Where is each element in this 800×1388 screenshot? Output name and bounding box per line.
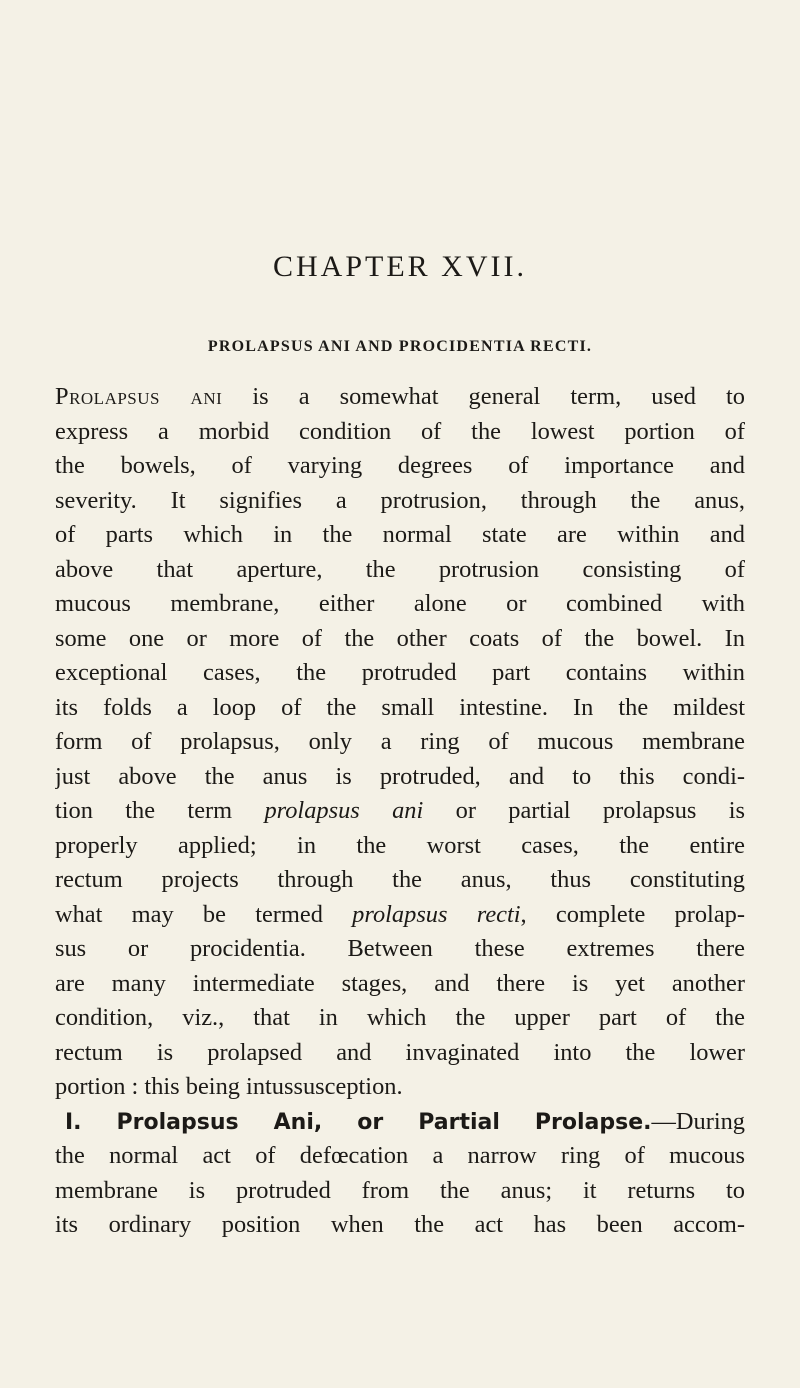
chapter-subtitle: PROLAPSUS ANI AND PROCIDENTIA RECTI.: [207, 338, 593, 355]
body-text: [55, 380, 745, 1243]
text-line: [55, 898, 745, 933]
section-heading: I. Prolapsus Ani, or Partial Prolapse.: [65, 1109, 652, 1135]
line-text: is a somewhat general term, used to: [222, 383, 745, 410]
section-heading-line: [55, 1105, 745, 1140]
text-line: severity. It signifies a protrusion, through the anus,: [55, 486, 745, 514]
text-line: its folds a loop of the small intestine. In the mildest: [55, 693, 745, 721]
text-line: just above the anus is protruded, and to this condi-: [55, 762, 745, 790]
text-line: portion : this being intussusception.: [55, 1073, 403, 1100]
text-line: rectum is prolapsed and invaginated into the lower: [55, 1038, 745, 1066]
text-line: some one or more of the other coats of the bowel. In: [55, 624, 745, 652]
text-line: [55, 380, 745, 415]
line-text: , complete prolap-: [520, 900, 745, 928]
line-text: or partial prolapsus is: [423, 797, 745, 824]
italic-term: prolapsus recti: [352, 900, 521, 928]
text-line: are many intermediate stages, and there is yet another: [55, 969, 745, 997]
text-line: sus or procidentia. Between these extremes there: [55, 935, 745, 962]
text-line: condition, viz., that in which the upper part of the: [55, 1004, 745, 1031]
text-line: rectum projects through the anus, thus constituting: [55, 866, 745, 893]
text-line: above that aperture, the protrusion consisting of: [55, 555, 745, 583]
text-line: the bowels, of varying degrees of importance and: [55, 452, 745, 479]
line-text: tion the term: [55, 797, 265, 824]
line-text: what may be termed: [55, 900, 353, 928]
italic-term: prolapsus ani: [264, 797, 424, 824]
text-line: properly applied; in the worst cases, the entire: [55, 831, 745, 859]
text-line: the normal act of defœcation a narrow ring of mucous: [55, 1142, 745, 1169]
text-line: mucous membrane, either alone or combined with: [55, 590, 745, 617]
text-line: its ordinary position when the act has been accom-: [55, 1211, 745, 1238]
text-line: of parts which in the normal state are within and: [55, 521, 745, 548]
text-line: form of prolapsus, only a ring of mucous membrane: [55, 728, 745, 755]
line-text: —During: [651, 1107, 745, 1135]
chapter-title: CHAPTER XVII.: [273, 250, 527, 283]
text-line: [55, 794, 745, 829]
text-line: express a morbid condition of the lowest portion of: [55, 417, 745, 445]
lead-term: Prolapsus ani: [55, 383, 223, 410]
text-line: membrane is protruded from the anus; it returns to: [55, 1176, 745, 1204]
text-line: exceptional cases, the protruded part contains within: [55, 659, 745, 686]
